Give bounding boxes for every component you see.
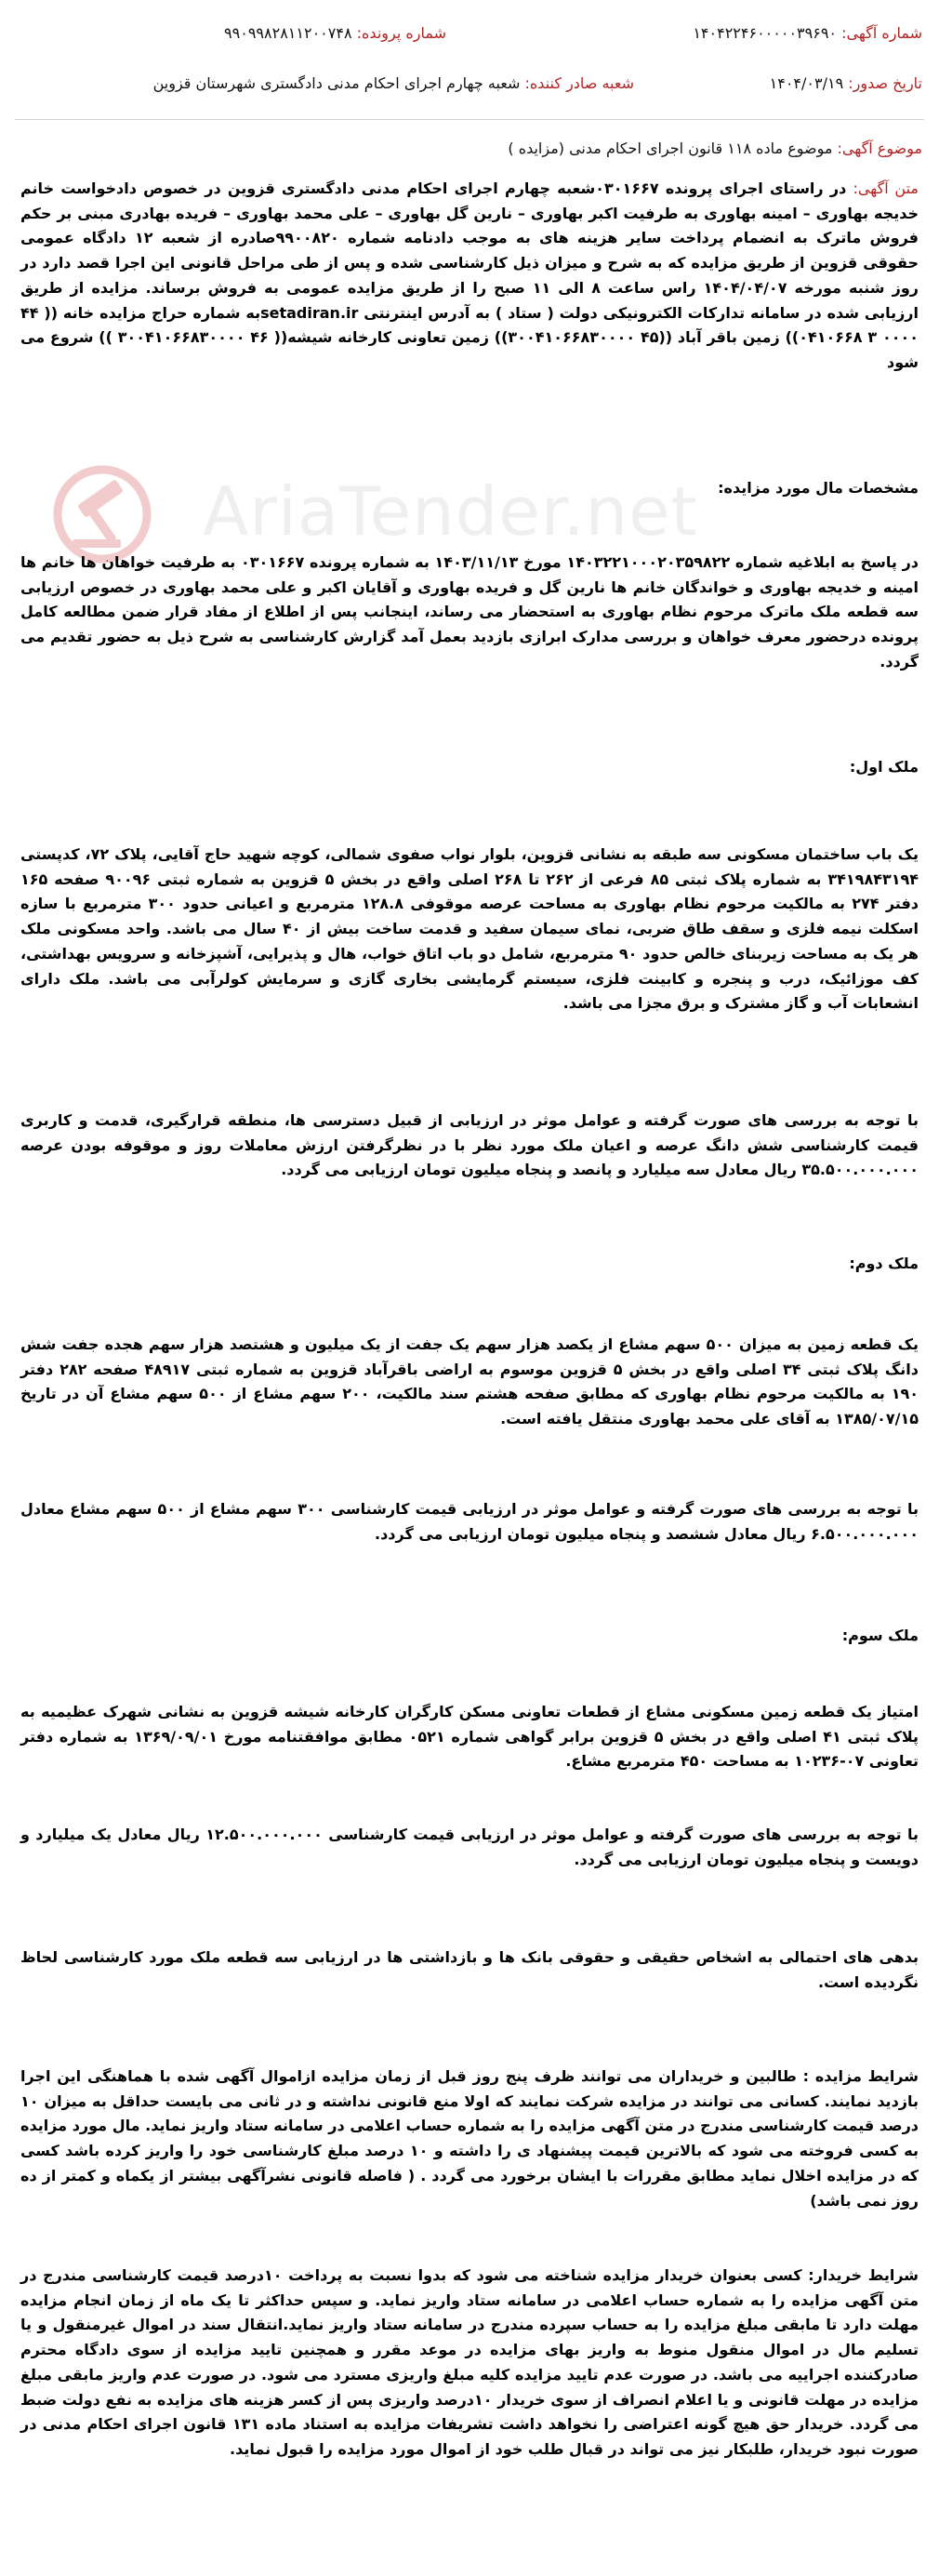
property1-valuation: با توجه به بررسی های صورت گرفته و عوامل موثر در ارزیابی از قبیل دسترسی ها، منطقه قرارگیری، قدمت و کاربری قیمت کارشناسی شش دانگ عرصه و اعیان ملک مورد نظر با در نظرگرفتن ارزش معاملات روز و موقوفه بودن عرصه ۳۵.۵۰۰.۰۰۰.۰۰۰ ریال معادل سه میلیارد و پانصد و پنجاه میلیون تومان ارزیابی می گردد. — [20, 1111, 919, 1179]
specs-title: مشخصات مال مورد مزایده: — [718, 479, 919, 497]
watermark-text: AriaTender.net — [203, 472, 698, 551]
case-number: ۹۹۰۹۹۸۲۸۱۱۲۰۰۷۴۸ — [224, 24, 352, 42]
property2-title: ملک دوم: — [849, 1255, 919, 1272]
issue-date: ۱۴۰۴/۰۳/۱۹ — [769, 74, 844, 92]
property3-description: امتیاز یک قطعه زمین مسکونی مشاع از قطعات تعاونی مسکن کارگران کارخانه شیشه قزوین به نشانی شهرک عظیمیه به پلاک ثبتی ۴۱ اصلی واقع در بخش ۵ قزوین برابر گواهی شماره ۰۵۲۱ مطابق موافقتنامه مورخ ۱۳۶۹/۰۹/۰۱ به شماره دفتر تعاونی ۰۷-۱۰۲۳۶ به مساحت ۴۵۰ مترمربع مشاع. — [20, 1703, 919, 1771]
specs-intro: در پاسخ به ابلاغیه شماره ۱۴۰۳۲۲۱۰۰۰۲۰۳۵۹۸۲۲ مورخ ۱۴۰۳/۱۱/۱۳ به شماره پرونده ۰۳۰۱۶۶۷ به طرفیت خواهان ها خانم ها امینه و خدیجه بهاوری و خواندگان خانم ها نارین گل و فریده بهاوری و آقایان اکبر و علی محمد بهاوری در خصوص ارزیابی سه قطعه ملک ماترک مرحوم نظام بهاوری به استحضار می رساند، اینجانب پس از اطلاع از مفاد قرار ضمن مطالعه کامل پرونده درحضور معرف خواهان و بررسی مدارک ابرازی بازدید بعمل آمد گزارش کارشناسی به شرح ذیل به حضور تقدیم می گردد. — [20, 553, 919, 671]
property3-valuation: با توجه به بررسی های صورت گرفته و عوامل موثر در ارزیابی قیمت کارشناسی ۱۲.۵۰۰.۰۰۰.۰۰۰ ریال معادل یک میلیارد و دویست و پنجاه میلیون تومان ارزیابی می گردد. — [20, 1826, 919, 1868]
body-label: متن آگهی: — [853, 179, 919, 197]
property1-title: ملک اول: — [849, 758, 919, 776]
issue-date-row — [770, 74, 922, 92]
property2-valuation: با توجه به بررسی های صورت گرفته و عوامل موثر در ارزیابی قیمت کارشناسی ۳۰۰ سهم مشاع از ۵۰۰ سهم مشاع معادل ۶.۵۰۰.۰۰۰.۰۰۰ ریال معادل ششصد و پنجاه میلیون تومان ارزیابی می گردد. — [20, 1500, 919, 1543]
property2-description: یک قطعه زمین به میزان ۵۰۰ سهم مشاع از یکصد هزار سهم یک جفت از یک میلیون و هشتصد هزار سهم هجده جفت شش دانگ پلاک ثبتی ۳۴ اصلی واقع در بخش ۵ قزوین موسوم به اراضی باقرآباد قزوین به شماره ثبتی ۴۸۹۱۷ صفحه ۲۸۲ دفتر ۱۹۰ به مالکیت مرحوم نظام بهاوری که مطابق صفحه هشتم سند مالکیت، ۲۰۰ سهم مشاع از ۵۰۰ سهم مشاع آن در تاریخ ۱۳۸۵/۰۷/۱۵ به آقای علی محمد بهاوری منتقل یافته است. — [20, 1335, 919, 1428]
header-divider — [15, 119, 924, 120]
ad-number: ۱۴۰۴۲۲۴۶۰۰۰۰۰۳۹۶۹۰ — [693, 24, 838, 42]
debts-note: بدهی های احتمالی به اشخاص حقیقی و حقوقی بانک ها و بازداشتی ها در ارزیابی سه قطعه ملک مورد کارشناسی لحاظ نگردیده است. — [20, 1948, 919, 1991]
property1-description: یک باب ساختمان مسکونی سه طبقه به نشانی قزوین، بلوار نواب صفوی شمالی، کوچه شهید حاج آقایی، پلاک ۷۲، کدپستی ۳۴۱۹۸۴۳۱۹۴ به شماره پلاک ثبتی ۸۵ فرعی از ۲۶۲ تا ۲۶۸ اصلی واقع در بخش ۵ قزوین به شماره ثبتی ۹۰۰۹۶ صفحه ۱۶۵ دفتر ۲۷۴ به مالکیت مرحوم نظام بهاوری به مساحت عرصه موقوفی ۱۲۸.۸ مترمربع و اعیانی حدود ۳۰۰ مترمربع با سازه اسکلت نیمه فلزی و سقف طاق ضربی، نمای سیمان سفید و قدمت ساخت بیش از ۴۰ سال می باشد. واحد مسکونی ملک هر یک به مساحت زیربنای خالص حدود ۹۰ مترمربع، شامل دو باب اتاق خواب، هال و پذیرایی، آشپزخانه و سرویس بهداشتی، کف موزائیک، درب و پنجره و کابینت فلزی، سیستم گرمایشی بخاری گازی و سرمایش کولرآبی می باشد. ملک دارای انشعابات آب و گاز مشترک و برق مجزا می باشد. — [20, 845, 919, 1013]
buyer-terms: شرایط خریدار: کسی بعنوان خریدار مزایده شناخته می شود که بدوا نسبت به پرداخت ۱۰درصد قیمت کارشناسی مندرج در متن آگهی مزایده را به شماره حساب اعلامی در سامانه ستاد واریز نماید. و سپس حداکثر تا یک ماه از زمان انجام مزایده مهلت دارد تا مابقی مبلغ مزایده را به حساب سپرده مندرج در سامانه ستاد واریز نماید.انتقال سند در اموال غیرمنقول و یا تسلیم مال در اموال منقول منوط به واریز بهای مزایده در موعد مقرر و همچنین تایید مزایده از سوی دادگاه محترم صادرکننده اجراییه می باشد. در صورت عدم تایید مزایده کلیه مبلغ واریزی مسترد می شود. در صورت عدم واریز مابقی مبلغ مزایده در مهلت قانونی و یا اعلام انصراف از سوی خریدار ۱۰درصد واریزی پس از کسر هزینه های مزایده به نفع دولت ضبط می گردد. خریدار حق هیچ گونه اعتراضی را نخواهد داشت تشریفات مزایده به استناد ماده ۱۳۱ قانون اجرای احکام مدنی در صورت نبود خریدار، طلبکار نیز می تواند در قبال طلب خود از اموال مورد مزایده را قبول نماید. — [20, 2266, 919, 2458]
issuer-row — [153, 74, 634, 92]
issuer-label: شعبه صادر کننده: — [524, 74, 634, 92]
case-number-label: شماره پرونده: — [356, 24, 446, 42]
case-number-row — [224, 24, 446, 42]
issue-date-label: تاریخ صدور: — [848, 74, 922, 92]
body-text: در راستای اجرای پرونده ۰۳۰۱۶۶۷شعبه چهارم اجرای احکام مدنی دادگستری قزوین در خصوص دادخواست خانم خدیجه بهاوری – امینه بهاوری به طرفیت اکبر بهاوری – نارین گل بهاوری – علی محمد بهاوری – فریده بهادری مبنی بر حکم فروش ماترک به انضمام پرداخت سایر هزینه های به موجب دادنامه شماره ۹۹۰۰۸۲۰صادره از شعبه ۱۲ دادگاه عمومی حقوقی قزوین از طریق مزایده که به شرح و میزان ذیل کارشناسی شده و پس از طی مراحل قانونی این اجرا قصد دارد در روز شنبه مورخه ۱۴۰۴/۰۴/۰۷ راس ساعت ۸ الی ۱۱ صبح را از طریق مزایده عمومی به فروش برساند. مزایده از طریق ارزیابی شده در سامانه تدارکات الکترونیکی دولت ( ستاد ) به آدرس اینترنتی setadiran.irبه شماره حراج مزایده خانه (( ۴۴ ۰۰۰۰ ۳ ۰۴۱۰۶۶۸)) زمین باقر آباد ((۴۵ ۳۰۰۴۱۰۶۶۸۳۰۰۰۰)) زمین تعاونی کارخانه شیشه(( ۴۶ ۳۰۰۴۱۰۶۶۸۳۰۰۰۰ )) شروع می شود — [20, 179, 919, 371]
auction-terms: شرایط مزایده : طالبین و خریداران می توانند ظرف پنج روز قبل از زمان مزایده ازاموال آگهی شده با هماهنگی این اجرا بازدید نمایند. کسانی می توانند در مزایده شرکت نمایند که اولا منع قانونی نداشته و در ثانی می بایست حداقل به میزان ۱۰ درصد قیمت کارشناسی مندرج در متن آگهی مزایده را به شماره حساب اعلامی در سامانه ستاد واریز نماید. مال مورد مزایده به کسی فروخته می شود که بالاترین قیمت پیشنهاد ی را داشته و ۱۰ درصد مبلغ کارشناسی خود را واریز کرده باشد کسی که در مزایده اخلال نماید مطابق مقررات با ایشان برخورد می گردد . ( فاصله قانونی نشرآگهی بیشتر از یکماه و کمتر از ده روز نمی باشد) — [20, 2067, 919, 2210]
subject-row — [508, 139, 922, 157]
subject-label: موضوع آگهی: — [837, 139, 922, 157]
ad-number-label: شماره آگهی: — [841, 24, 922, 42]
property3-title: ملک سوم: — [841, 1627, 919, 1644]
issuer: شعبه چهارم اجرای احکام مدنی دادگستری شهرستان قزوین — [152, 74, 521, 92]
ad-number-row — [693, 24, 922, 42]
subject-text: موضوع ماده ۱۱۸ قانون اجرای احکام مدنی (مزایده ) — [508, 139, 833, 157]
ad-body — [20, 177, 919, 376]
